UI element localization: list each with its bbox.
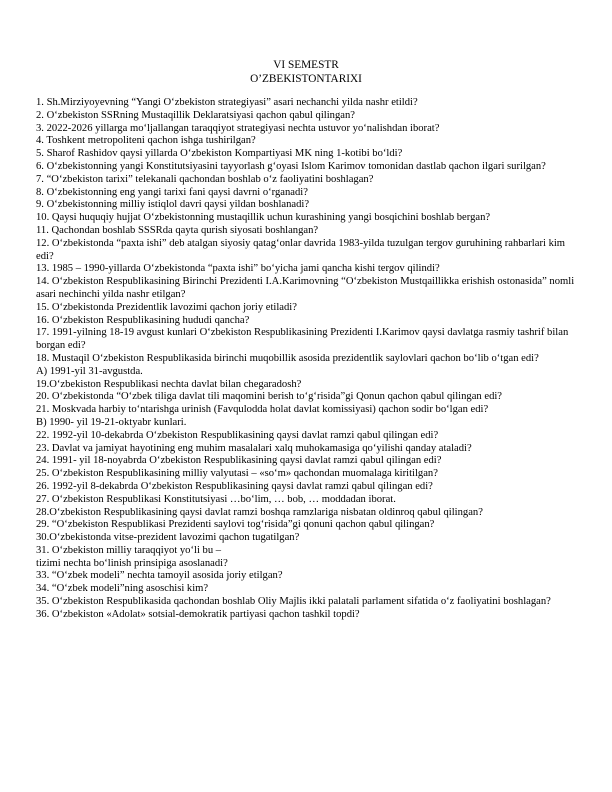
question-item: 36. O‘zbekiston «Adolat» sotsial-demokratik partiyasi qachon tashkil topdi? (36, 608, 360, 620)
question-item: 35. O‘zbekiston Respublikasida qachondan boshlab Oliy Majlis ikki palatali parlament sifatida o‘z faoliyatini boshlagan? (36, 596, 551, 608)
question-item: 7. “O‘zbekiston tarixi” telekanali qachondan boshlab o‘z faoliyatini boshlagan? (36, 173, 374, 185)
question-item: 30.O‘zbekistonda vitse-prezident lavozimi qachon tugatilgan? (36, 532, 300, 544)
question-item: 29. “O‘zbekiston Respublikasi Prezidenti saylovi tog‘risida”gi qonuni qachon qabul qilingan? (36, 519, 435, 531)
question-item: B) 1990- yil 19-21-oktyabr kunlari. (36, 416, 187, 428)
subject-heading: O’ZBEKISTONTARIXI (250, 73, 362, 85)
question-item: 9. O‘zbekistonning milliy istiqlol davri qaysi yildan boshlanadi? (36, 199, 310, 211)
question-item: 27. O‘zbekiston Respublikasi Konstitutsiyasi …bo‘lim, … bob, … moddadan iborat. (36, 493, 396, 505)
question-list (36, 97, 576, 622)
question-item: 13. 1985 – 1990-yillarda O‘zbekistonda “paxta ishi” bo‘yicha jami qancha kishi tergov qilindi? (36, 263, 440, 275)
question-item: 4. Toshkent metropoliteni qachon ishga tushirilgan? (36, 135, 256, 147)
question-item: 6. O‘zbekistonning yangi Konstitutsiyasini tayyorlash g‘oyasi Islom Karimov tomonidan dastlab qachon ilgari surilgan? (36, 160, 546, 172)
question-item: 14. O‘zbekiston Respublikasining Birinchi Prezidenti I.A.Karimovning “O‘zbekiston Mustqaillikka erishish ostonasida” nomli asari nechinchi yilda nashr etilgan? (36, 276, 575, 300)
semester-heading: VI SEMESTR (273, 59, 339, 71)
question-item: 16. O‘zbekiston Respublikasining hududi qancha? (36, 314, 250, 326)
question-item: 34. “O‘zbek modeli”ning asoschisi kim? (36, 583, 209, 595)
question-item: 31. O‘zbekiston milliy taraqqiyot yo‘li bu – (36, 544, 222, 556)
question-item: 22. 1992-yil 10-dekabrda O‘zbekiston Respublikasining qaysi davlat ramzi qabul qilingan edi? (36, 429, 439, 441)
question-item: 5. Sharof Rashidov qaysi yillarda O‘zbekiston Kompartiyasi MK ning 1-kotibi bo‘ldi? (36, 148, 403, 160)
question-item: 1. Sh.Mirziyoyevning “Yangi O‘zbekiston strategiyasi” asari nechanchi yilda nashr etildi? (36, 97, 418, 108)
question-item: 8. O‘zbekistonning eng yangi tarixi fani qaysi davrni o‘rganadi? (36, 186, 308, 198)
question-item: 19.O‘zbekiston Respublikasi nechta davlat bilan chegaradosh? (36, 378, 302, 390)
question-item: 2. O‘zbekiston SSRning Mustaqillik Deklaratsiyasi qachon qabul qilingan? (36, 109, 355, 121)
question-item: 12. O‘zbekistonda “paxta ishi” deb atalgan siyosiy qatag‘onlar davrida 1983-yilda tuzulgan tergov guruhining rahbarlari kim edi? (36, 237, 566, 262)
question-item: 23. Davlat va jamiyat hayotining eng muhim masalalari xalq muhokamasiga qo‘yilishi qanday ataladi? (36, 442, 472, 454)
question-item: 28.O‘zbekiston Respublikasining qaysi davlat ramzi boshqa ramzlariga nisbatan oldinroq qabul qilingan? (36, 506, 483, 518)
question-item: 18. Mustaqil O‘zbekiston Respublikasida birinchi muqobillik asosida prezidentlik saylovlari qachon bo‘lib o‘tgan edi? (36, 352, 539, 364)
question-item: 33. “O‘zbek modeli” nechta tamoyil asosida joriy etilgan? (36, 570, 283, 582)
question-item: 21. Moskvada harbiy to‘ntarishga urinish (Favqulodda holat davlat komissiyasi) qachon sodir bo‘lgan edi? (36, 404, 489, 416)
question-item: 25. O‘zbekiston Respublikasining milliy valyutasi – «so‘m» qachondan muomalaga kiritilgan? (36, 468, 438, 480)
question-item: 10. Qaysi huquqiy hujjat O‘zbekistonning mustaqillik uchun kurashining yangi bosqichini boshlab bergan? (36, 212, 491, 224)
question-item: 24. 1991- yil 18-noyabrda O‘zbekiston Respublikasining qaysi davlat ramzi qabul qilingan edi? (36, 455, 442, 467)
question-item: 26. 1992-yil 8-dekabrda O‘zbekiston Respublikasining qaysi davlat ramzi qabul qilingan edi? (36, 480, 433, 492)
question-item: tizimi nechta bo‘linish prinsipiga asoslanadi? (36, 557, 228, 569)
question-item: 3. 2022-2026 yillarga mo‘ljallangan taraqqiyot strategiyasi nechta ustuvor yo‘nalishdan iborat? (36, 122, 440, 134)
question-item: 15. O‘zbekistonda Prezidentlik lavozimi qachon joriy etiladi? (36, 301, 297, 313)
question-item: A) 1991-yil 31-avgustda. (36, 365, 143, 377)
question-item: 20. O‘zbekistonda “O‘zbek tiliga davlat tili maqomini berish to‘g‘risida”gi Qonun qachon qabul qilingan edi? (36, 391, 503, 403)
question-item: 11. Qachondan boshlab SSSRda qayta qurish siyosati boshlangan? (36, 224, 319, 236)
question-item: 17. 1991-yilning 18-19 avgust kunlari O‘zbekiston Respublikasining Prezidenti I.Karimov qaysi davlatga rasmiy tashrif bilan borgan edi? (36, 327, 569, 352)
